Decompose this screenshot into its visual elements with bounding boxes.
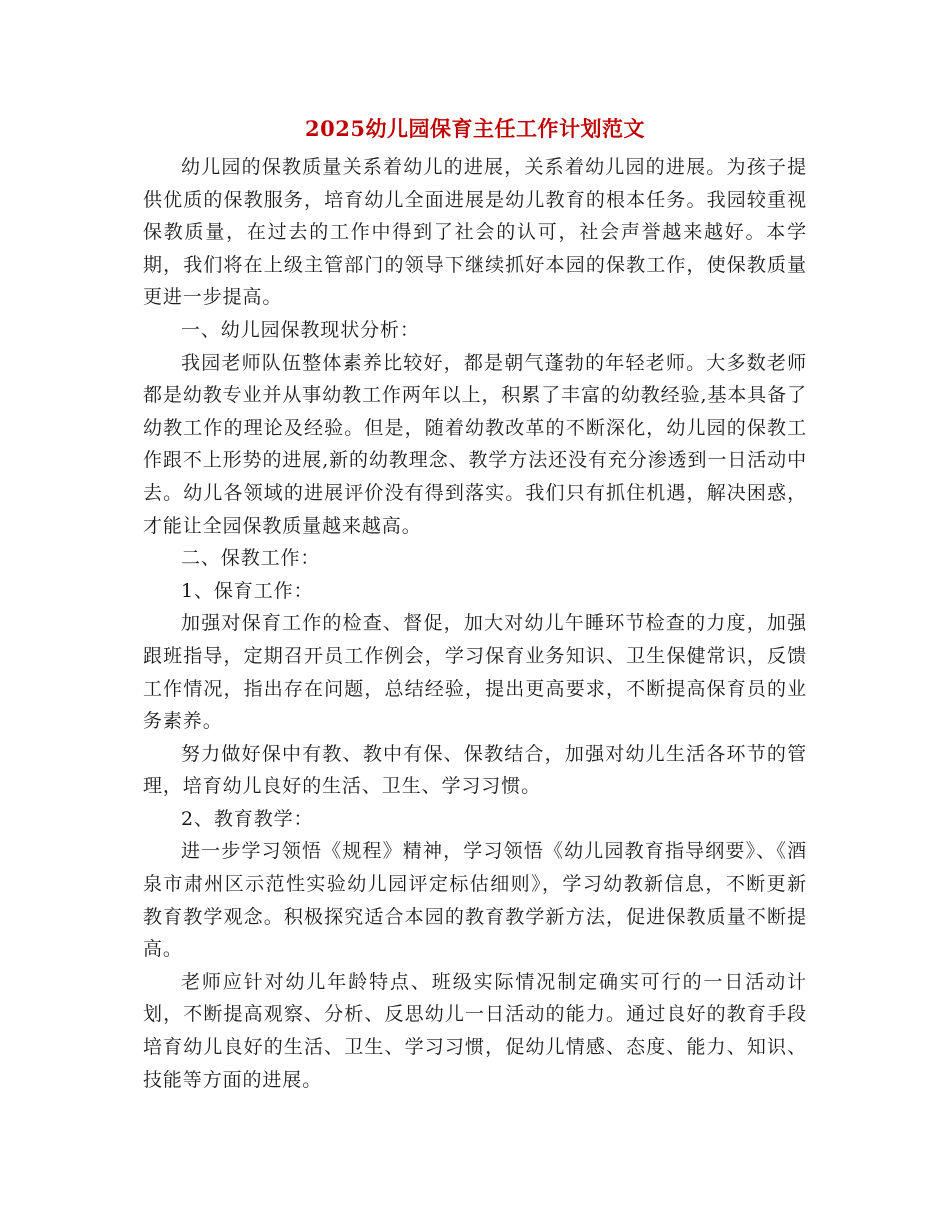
document-title: 2025幼儿园保育主任工作计划范文 (305, 116, 645, 141)
section-heading-work: 二、保教工作： (181, 547, 321, 570)
teaching-paragraph-1: 进一步学习领悟《规程》精神，学习领悟《幼儿园教育指导纲要》、《酒泉市肃州区示范性实验幼儿园评定标估细则》，学习幼教新信息，不断更新教育教学观念。积极探究适合本园的教育教学新方法，促进保教质量不断提高。 (143, 840, 807, 961)
care-paragraph-1: 加强对保育工作的检查、督促，加大对幼儿午睡环节检查的力度，加强跟班指导，定期召开员工作例会，学习保育业务知识、卫生保健常识，反馈工作情况，指出存在问题，总结经验，提出更高要求，不断提高保育员的业务素养。 (143, 612, 807, 733)
section-heading-status: 一、幼儿园保教现状分析： (181, 318, 420, 341)
subheading-teaching: 2、教育教学： (181, 807, 314, 830)
teaching-paragraph-2: 老师应针对幼儿年龄特点、班级实际情况制定确实可行的一日活动计划，不断提高观察、分析、反思幼儿一日活动的能力。通过良好的教育手段培育幼儿良好的生活、卫生、学习习惯，促幼儿情感、态度、能力、知识、技能等方面的进展。 (143, 970, 807, 1091)
intro-paragraph: 幼儿园的保教质量关系着幼儿的进展，关系着幼儿园的进展。为孩子提供优质的保教服务，培育幼儿全面进展是幼儿教育的根本任务。我园较重视保教质量，在过去的工作中得到了社会的认可，社会声誉越来越好。本学期，我们将在上级主管部门的领导下继续抓好本园的保教工作，使保教质量更进一步提高。 (143, 156, 807, 309)
subheading-care: 1、保育工作： (181, 579, 314, 602)
care-paragraph-2: 努力做好保中有教、教中有保、保教结合，加强对幼儿生活各环节的管理，培育幼儿良好的生活、卫生、学习习惯。 (143, 742, 807, 798)
document-body (143, 151, 807, 1096)
status-paragraph: 我园老师队伍整体素养比较好，都是朝气蓬勃的年轻老师。大多数老师都是幼教专业并从事幼教工作两年以上，积累了丰富的幼教经验,基本具备了幼教工作的理论及经验。但是，随着幼教改革的不断深化，幼儿园的保教工作跟不上形势的进展,新的幼教理念、教学方法还没有充分渗透到一日活动中去。幼儿各领域的进展评价没有得到落实。我们只有抓住机遇，解决困惑，才能让全园保教质量越来越高。 (143, 351, 807, 537)
